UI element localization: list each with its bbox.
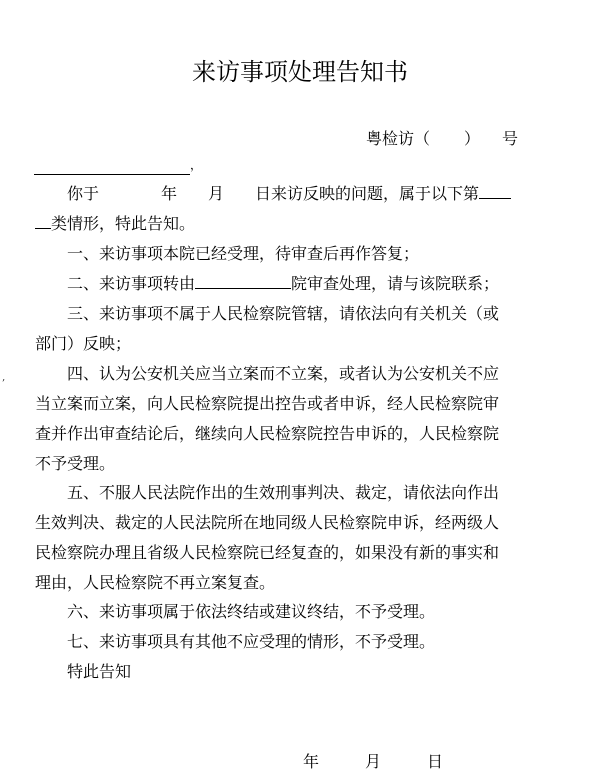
intro-day-text: 日来访反映的问题，属于以下第 [255, 184, 480, 203]
doc-number-label: 号 [502, 129, 519, 148]
intro-year: 年 [161, 184, 178, 203]
item-2-suffix: 院审查处理，请与该院联系； [291, 274, 500, 293]
item-5-line-3: 民检察院办理且省级人民检察院已经复查的，如果没有新的事实和 [35, 543, 500, 562]
item-3-line-2: 部门）反映； [35, 334, 132, 353]
footer-day: 日 [427, 752, 444, 771]
item-2-prefix: 二、来访事项转由 [67, 274, 196, 293]
closing-text: 特此告知 [67, 662, 132, 681]
footer-month: 月 [365, 752, 382, 771]
document-number [366, 126, 518, 149]
intro-line-2 [35, 214, 565, 234]
item-4-line-4: 不予受理。 [35, 454, 116, 473]
category-blank-1[interactable] [479, 184, 511, 199]
addressee-trailing-mark: ， [190, 158, 203, 172]
document-title: 来访事项处理告知书 [192, 58, 408, 86]
transfer-court-blank[interactable] [195, 274, 291, 289]
doc-number-prefix: 粤检访（ [366, 129, 431, 148]
item-6: 六、来访事项属于依法终结或建议终结，不予受理。 [67, 602, 436, 621]
footer-year: 年 [303, 752, 320, 771]
item-5-line-1: 五、不服人民法院作出的生效刑事判决、裁定，请依法向作出 [67, 483, 500, 502]
item-7: 七、来访事项具有其他不应受理的情形，不予受理。 [67, 632, 436, 651]
item-2 [67, 274, 597, 294]
item-3-line-1: 三、来访事项不属于人民检察院管辖，请依法向有关机关（或 [67, 304, 500, 323]
item-5-line-2: 生效判决、裁定的人民法院所在地同级人民检察院申诉，经两级人 [35, 513, 500, 532]
item-4-line-2: 当立案而立案，向人民检察院提出控告或者申诉，经人民检察院审 [35, 394, 500, 413]
intro-month: 月 [208, 184, 225, 203]
item-1: 一、来访事项本院已经受理，待审查后再作答复； [67, 244, 420, 263]
item-4-line-3: 查并作出审查结论后，继续向人民检察院控告申诉的，人民检察院 [35, 424, 500, 443]
doc-number-suffix: ） [464, 129, 481, 148]
margin-mark: ‚ [2, 372, 6, 383]
category-blank-2[interactable] [35, 214, 51, 229]
intro-line2-text: 类情形，特此告知。 [51, 214, 196, 233]
intro-you: 你于 [67, 184, 100, 203]
item-5-line-4: 理由，人民检察院不再立案复查。 [35, 573, 276, 592]
footer-date [303, 749, 443, 772]
addressee-blank[interactable] [34, 162, 190, 175]
item-4-line-1: 四、认为公安机关应当立案而不立案，或者认为公安机关不应 [67, 364, 500, 383]
intro-line-1 [67, 184, 597, 204]
